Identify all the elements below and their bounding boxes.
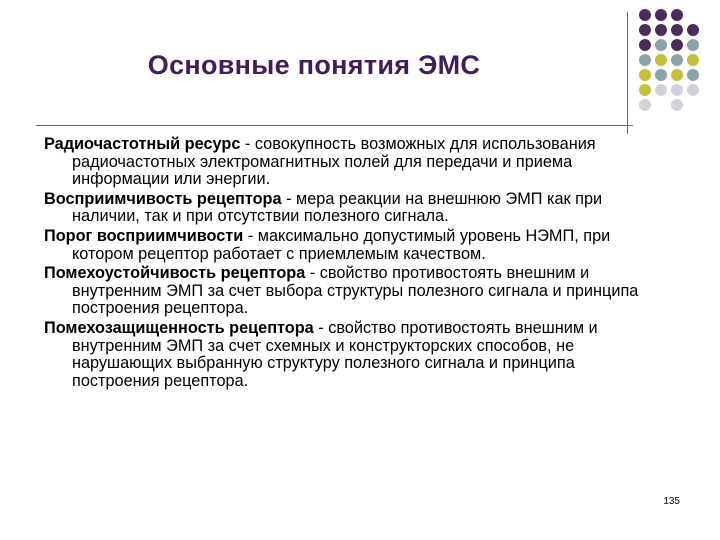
decorative-dot [687, 54, 699, 66]
decorative-dot [671, 24, 683, 36]
decorative-dot [639, 9, 651, 21]
definition-term: Помехоустойчивость рецептора [44, 264, 306, 283]
decorative-dot [639, 69, 651, 81]
definition-item [44, 320, 664, 390]
vertical-divider [627, 12, 628, 134]
decorative-dot-grid [639, 9, 699, 111]
decorative-dot [639, 84, 651, 96]
decorative-dot [655, 84, 667, 96]
horizontal-divider [36, 125, 633, 126]
page-number: 135 [663, 496, 680, 507]
decorative-dot [655, 99, 667, 111]
definition-term: Восприимчивость рецептора [44, 189, 282, 208]
decorative-dot [687, 99, 699, 111]
decorative-dot [687, 39, 699, 51]
decorative-dot [671, 39, 683, 51]
definition-text: - максимально допустимый уровень НЭМП, при котором рецептор работает с приемлемым качеством. [72, 226, 611, 263]
definition-text: - мера реакции на внешнюю ЭМП как при наличии, так и при отсутствии полезного сигнала. [72, 189, 603, 226]
decorative-dot [639, 24, 651, 36]
definition-term: Радиочастотный ресурс [44, 135, 241, 153]
decorative-dot [687, 24, 699, 36]
definition-term: Порог восприимчивости [44, 226, 244, 245]
decorative-dot [671, 84, 683, 96]
decorative-dot [687, 9, 699, 21]
definitions-list [44, 136, 664, 392]
definition-item [44, 228, 664, 263]
decorative-dot [655, 69, 667, 81]
decorative-dot [639, 39, 651, 51]
decorative-dot [655, 24, 667, 36]
definition-text: - свойство противостоять внешним и внутренним ЭМП за счет выбора структуры полезного сигнала и принципа построения рецептора. [72, 264, 639, 318]
decorative-dot [687, 84, 699, 96]
definition-text: - совокупность возможных для использования радиочастотных электромагнитных полей для передачи и приема информации или энергии. [72, 135, 596, 189]
decorative-dot [639, 54, 651, 66]
definition-item [44, 191, 664, 226]
decorative-dot [655, 54, 667, 66]
decorative-dot [639, 99, 651, 111]
definition-term: Помехозащищенность рецептора [44, 318, 314, 337]
decorative-dot [671, 99, 683, 111]
decorative-dot [671, 69, 683, 81]
decorative-dot [687, 69, 699, 81]
decorative-dot [671, 54, 683, 66]
decorative-dot [671, 9, 683, 21]
definition-item [44, 136, 664, 189]
definition-item [44, 265, 664, 318]
slide-title: Основные понятия ЭМС [147, 50, 481, 80]
decorative-dot [655, 39, 667, 51]
definition-text: - свойство противостоять внешним и внутренним ЭМП за счет схемных и конструкторских способов, не нарушающих выбранную структуру полезного сигнала и принципа построения рецептора. [72, 318, 598, 390]
decorative-dot [655, 9, 667, 21]
